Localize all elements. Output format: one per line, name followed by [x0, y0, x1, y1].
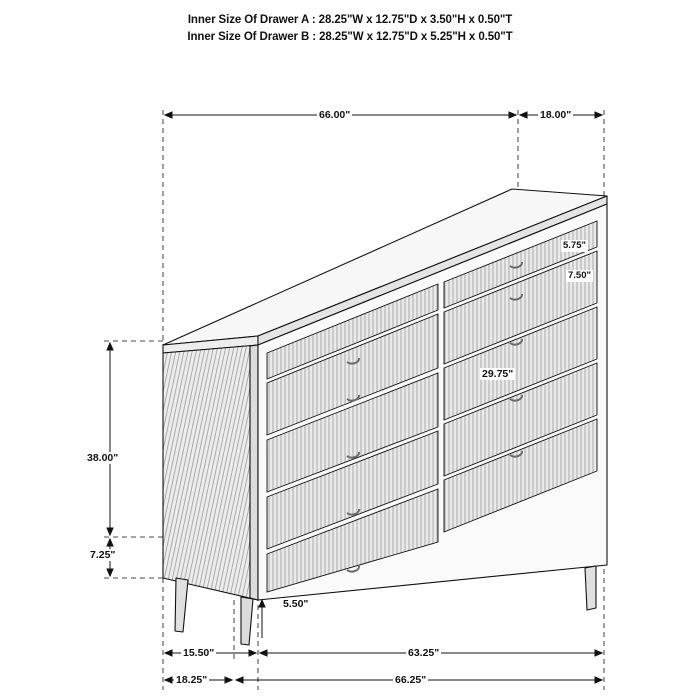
dim-drawer-bank-width: 29.75" — [482, 368, 514, 380]
drawer-a-spec-text: Inner Size Of Drawer A : 28.25"W x 12.75"D x 3.50"H x 0.50"T — [187, 14, 513, 26]
dim-side-depth: 15.50" — [183, 647, 215, 659]
dim-leg-height: 7.25" — [90, 549, 116, 561]
dim-base-depth: 18.25" — [176, 674, 208, 686]
dim-drawer-height-large: 7.50" — [568, 270, 591, 281]
dim-top-right-section: 18.00" — [540, 109, 572, 121]
dim-leg-inset: 5.50" — [283, 598, 309, 610]
dim-top-width: 66.00" — [319, 109, 351, 121]
dim-drawer-height-small: 5.75" — [563, 240, 586, 251]
drawer-b-spec-text: Inner Size Of Drawer B : 28.25"W x 12.75"D x 5.25"H x 0.50"T — [187, 31, 513, 43]
dim-front-width: 63.25" — [408, 647, 440, 659]
dim-case-height: 38.00" — [87, 452, 119, 464]
dim-overall-width: 66.25" — [395, 674, 427, 686]
